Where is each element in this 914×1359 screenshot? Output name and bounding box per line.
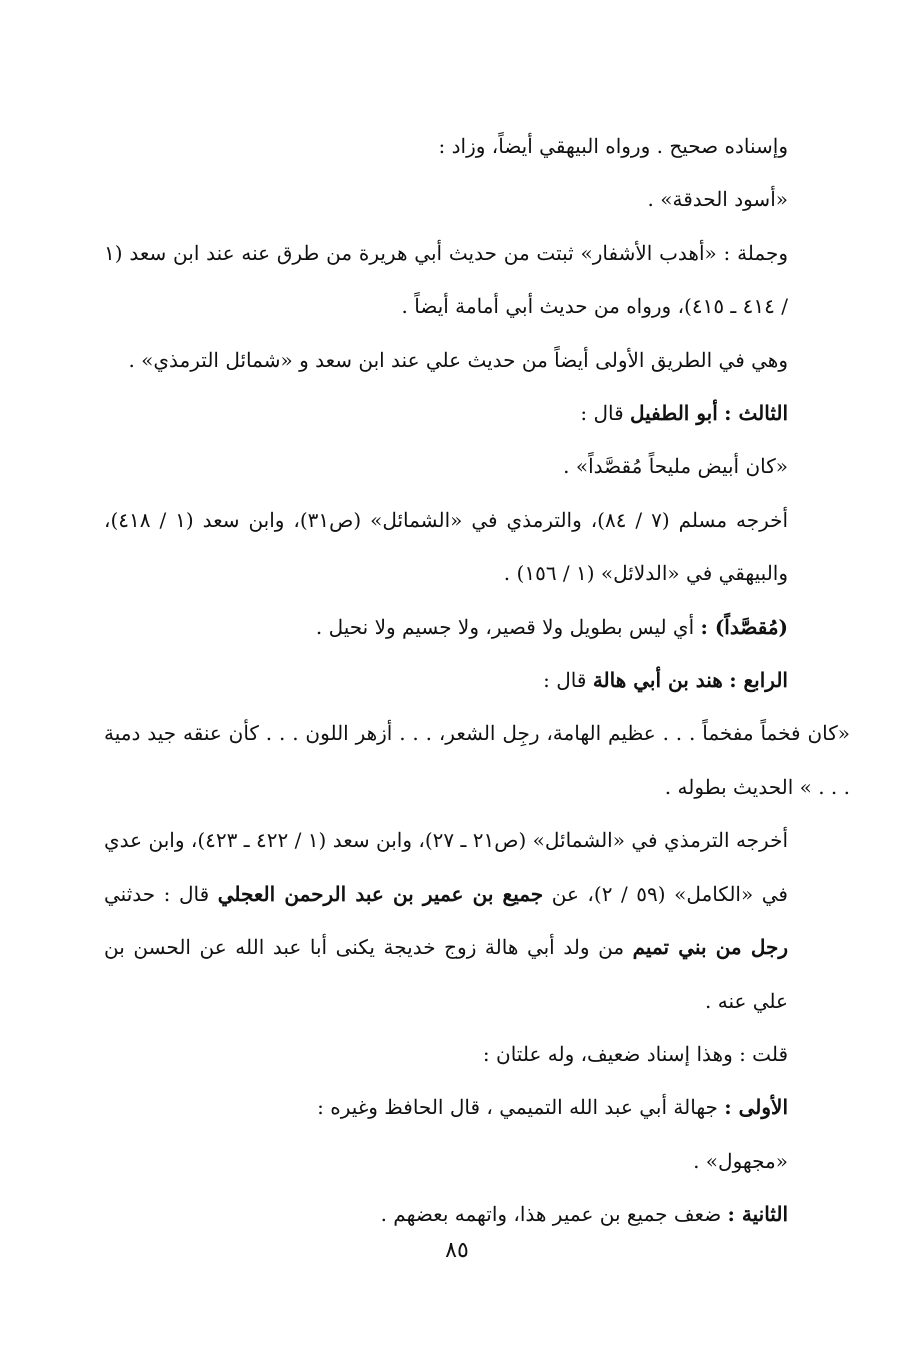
- paragraph-takhrij-tirmidhi: [104, 814, 850, 1028]
- paragraph-quote-fakhm: «كان فخماً مفخماً . . . عظيم الهامة، رجِل الشعر، . . . أزهر اللون . . . كأن عنقه جيد دمية . . . » الحديث بطوله .: [104, 721, 850, 799]
- paragraph-quote-aswad: «أسود الحدقة» .: [647, 187, 788, 212]
- term-muqassad: (مُقصَّداً) :: [700, 614, 788, 639]
- definition-text: أي ليس بطويل ولا قصير، ولا جسيم ولا نحيل .: [315, 614, 701, 639]
- narrator-tamim-man: رجل من بني تميم: [632, 935, 788, 960]
- paragraph-ahdab-al-ashfar: وجملة : «أهدب الأشفار» ثبتت من حديث أبي هريرة من طرق عنه عند ابن سعد (١ / ٤١٤ ـ ٤١٥)، ورواه من حديث أبي أمامة أيضاً .: [104, 240, 788, 319]
- narrator-hind: هند بن أبي هالة: [592, 668, 723, 693]
- paragraph-qultu: قلت : وهذا إسناد ضعيف، وله علتان :: [482, 1041, 788, 1066]
- third-label: الثالث :: [724, 401, 788, 426]
- page-number: ٨٥: [445, 1238, 469, 1263]
- takhrij-part-2: قال : حدثني: [104, 881, 218, 906]
- paragraph-first-illa: [104, 1081, 850, 1134]
- page-body-text: [104, 120, 850, 1242]
- narrator-jumay: جميع بن عمير بن عبد الرحمن العجلي: [217, 881, 544, 906]
- first-illa-label: الأولى :: [724, 1095, 788, 1120]
- second-illa-label: الثانية :: [727, 1202, 788, 1227]
- paragraph-second-illa: [104, 1188, 850, 1241]
- paragraph-tariq-ula: وهي في الطريق الأولى أيضاً من حديث علي عند ابن سعد و «شمائل الترمذي» .: [128, 347, 788, 372]
- takhrij-part-1: أخرجه الترمذي في «الشمائل» (ص٢١ ـ ٢٧)، وابن سعد (١ / ٤٢٢ ـ ٤٢٣)، وابن عدي في «الكامل» (٥٩ / ٢)، عن: [104, 828, 788, 906]
- fourth-said: قال :: [543, 668, 593, 693]
- paragraph-isnad-sahih: وإسناده صحيح . ورواه البيهقي أيضاً، وزاد :: [438, 134, 788, 158]
- second-illa-text: ضعف جميع بن عمير هذا، واتهمه بعضهم .: [380, 1202, 728, 1227]
- narrator-abu-tufail: أبو الطفيل: [630, 401, 718, 426]
- paragraph-fourth-narrator: [104, 654, 850, 707]
- third-said: قال :: [580, 401, 630, 426]
- fourth-label: الرابع :: [729, 668, 788, 693]
- paragraph-quote-abyad: «كان أبيض مليحاً مُقصَّداً» .: [563, 454, 788, 479]
- takhrij-part-3: من ولد أبي هالة زوج خديجة يكنى أبا عبد الله عن الحسن بن علي عنه .: [104, 935, 788, 1013]
- paragraph-definition-muqassad: [104, 601, 850, 654]
- paragraph-takhrij-muslim: أخرجه مسلم (٧ / ٨٤)، والترمذي في «الشمائل» (ص٣١)، وابن سعد (١ / ٤١٨)، والبيهقي في «الدلائل» (١ / ١٥٦) .: [104, 507, 789, 586]
- paragraph-third-narrator: [104, 387, 850, 440]
- first-illa-text: جهالة أبي عبد الله التميمي ، قال الحافظ وغيره :: [317, 1095, 725, 1120]
- paragraph-majhul: «مجهول» .: [693, 1148, 788, 1173]
